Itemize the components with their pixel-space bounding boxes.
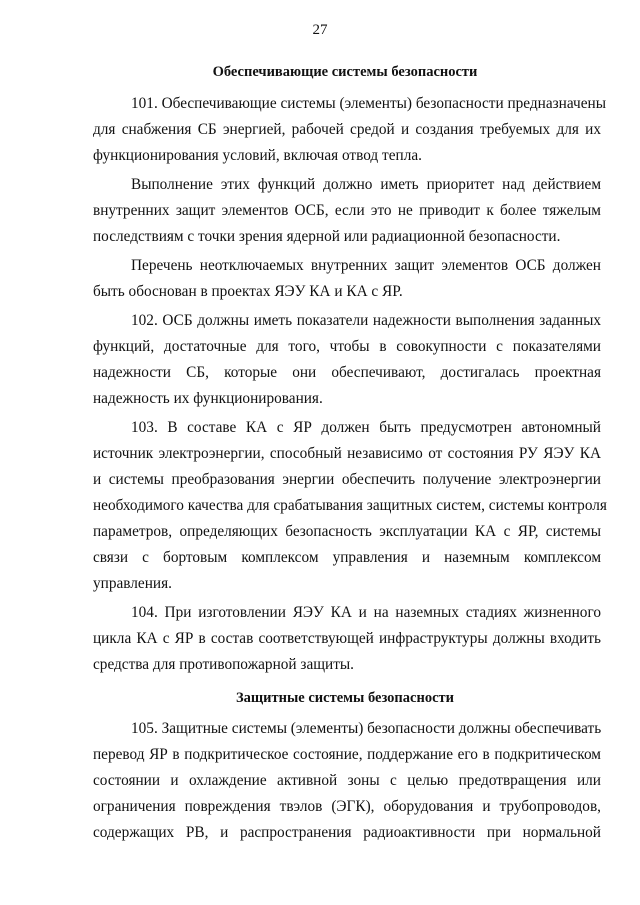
text-line: перевод ЯР в подкритическое состояние, поддержание его в подкритическом <box>93 746 601 763</box>
text-line: 105. Защитные системы (элементы) безопасности должны обеспечивать <box>131 720 602 737</box>
text-line: ограничения повреждения твэлов (ЭГК), оборудования и трубопроводов, <box>93 798 601 815</box>
section-heading-supporting-systems: Обеспечивающие системы безопасности <box>212 64 478 80</box>
text-line: цикла КА с ЯР в состав соответствующей инфраструктуры должны входить <box>93 630 601 647</box>
text-line: управления. <box>93 575 172 592</box>
text-line: надежности СБ, которые они обеспечивают, достигалась проектная <box>93 364 601 381</box>
text-line: необходимого качества для срабатывания защитных систем, системы контроля <box>93 497 607 514</box>
paragraph-101-list <box>93 253 601 305</box>
text-line: и системы преобразования энергии обеспечить получение электроэнергии <box>93 471 601 488</box>
section-body-supporting-systems <box>93 91 607 681</box>
paragraph-101-priority <box>93 172 601 250</box>
text-line: источник электроэнергии, способный независимо от состояния РУ ЯЭУ КА <box>93 445 601 462</box>
text-line: функционирования условий, включая отвод тепла. <box>93 147 422 164</box>
text-line: для снабжения СБ энергией, рабочей средой и создания требуемых для их <box>93 121 601 138</box>
section-heading-protective-systems: Защитные системы безопасности <box>235 690 454 706</box>
text-line: 101. Обеспечивающие системы (элементы) безопасности предназначены <box>131 95 606 112</box>
text-line: средства для противопожарной защиты. <box>93 656 355 673</box>
text-line: быть обоснован в проектах ЯЭУ КА и КА с ЯР. <box>93 283 403 300</box>
text-line: параметров, определяющих безопасность эксплуатации КА с ЯР, системы <box>93 523 601 540</box>
text-line: состоянии и охлаждение активной зоны с целью предотвращения или <box>93 772 601 789</box>
text-line: Выполнение этих функций должно иметь приоритет над действием <box>131 176 601 193</box>
text-line: внутренних защит элементов ОСБ, если это не приводит к более тяжелым <box>93 202 601 219</box>
text-line: Перечень неотключаемых внутренних защит элементов ОСБ должен <box>131 257 601 274</box>
text-line: содержащих РВ, и распространения радиоактивности при нормальной <box>93 824 601 841</box>
text-line: связи с бортовым комплексом управления и наземным комплексом <box>93 549 601 566</box>
paragraph-101 <box>93 91 606 169</box>
text-line: 104. При изготовлении ЯЭУ КА и на наземных стадиях жизненного <box>131 604 601 621</box>
paragraph-105 <box>93 716 601 846</box>
section-body-protective-systems <box>93 716 601 849</box>
text-line: 103. В составе КА с ЯР должен быть предусмотрен автономный <box>131 419 601 436</box>
text-line: надежность их функционирования. <box>93 390 323 407</box>
paragraph-102 <box>93 308 601 412</box>
text-line: последствиям с точки зрения ядерной или радиационной безопасности. <box>93 228 561 245</box>
text-line: функций, достаточные для того, чтобы в совокупности с показателями <box>93 338 601 355</box>
paragraph-104 <box>93 600 601 678</box>
paragraph-103 <box>93 415 607 597</box>
page-number: 27 <box>312 22 328 38</box>
text-line: 102. ОСБ должны иметь показатели надежности выполнения заданных <box>131 312 601 329</box>
